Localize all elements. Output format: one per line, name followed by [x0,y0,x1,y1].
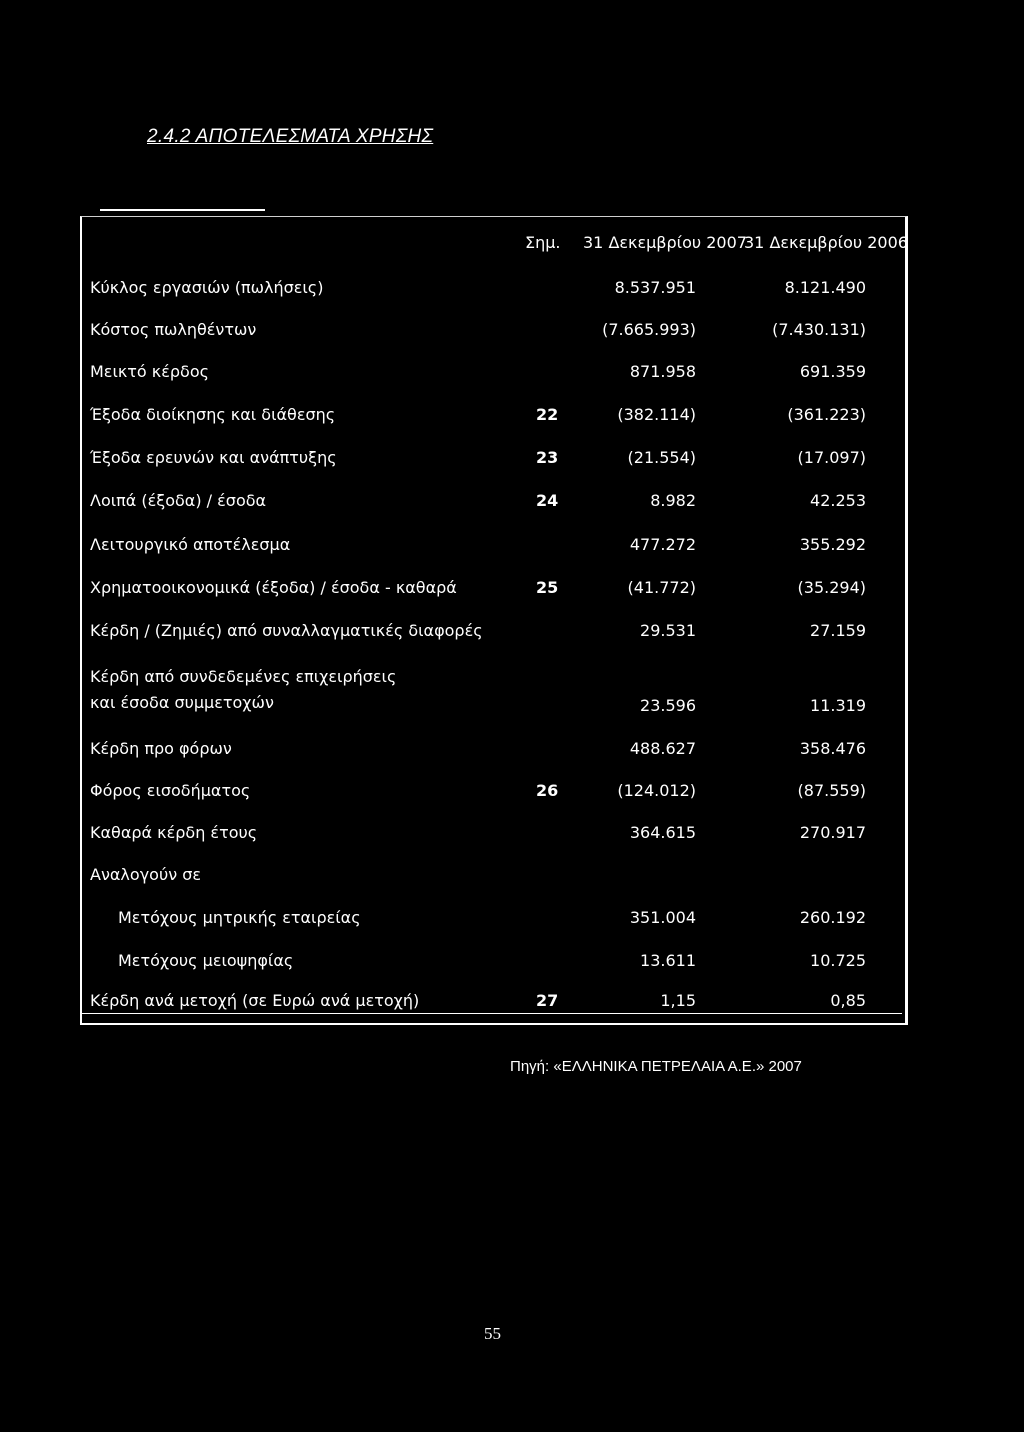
row-label: Κέρδη ανά μετοχή (σε Ευρώ ανά μετοχή) [90,991,420,1010]
table-row [0,908,1024,936]
table-row [0,578,1024,606]
row-label: Έξοδα ερευνών και ανάπτυξης [90,448,337,467]
column-header-2006: 31 Δεκεμβρίου 2006 [744,233,908,252]
row-label: Μετόχους μητρικής εταιρείας [118,908,361,927]
row-value-2006: (87.559) [797,781,866,800]
row-label: Κύκλος εργασιών (πωλήσεις) [90,278,324,297]
row-label: Κόστος πωληθέντων [90,320,257,339]
row-value-2007: 871.958 [629,362,696,381]
row-value-2007: 8.537.951 [614,278,696,297]
row-value-2006: (361.223) [787,405,866,424]
row-value-2007: 13.611 [640,951,696,970]
section-heading: 2.4.2 ΑΠΟΤΕΛΕΣΜΑΤΑ ΧΡΗΣΗΣ [147,126,434,147]
row-label: Αναλογούν σε [90,865,202,884]
row-value-2007: (21.554) [627,448,696,467]
row-value-2007: (382.114) [617,405,696,424]
row-value-2006: 11.319 [810,696,866,715]
row-value-2006: 270.917 [799,823,866,842]
row-value-2006: 42.253 [810,491,866,510]
row-value-2007: 29.531 [640,621,696,640]
row-value-2007: 364.615 [629,823,696,842]
table-row [0,535,1024,563]
column-header-note: Σημ. [525,233,561,252]
row-value-2006: 0,85 [830,991,866,1010]
row-value-2007: 8.982 [650,491,696,510]
row-note: 27 [536,991,559,1010]
row-value-2007: 488.627 [629,739,696,758]
source-caption: Πηγή: «ΕΛΛΗΝΙΚΑ ΠΕΤΡΕΛΑΙΑ Α.Ε.» 2007 [510,1058,802,1075]
row-label: Κέρδη προ φόρων [90,739,232,758]
row-label: Έξοδα διοίκησης και διάθεσης [90,405,336,424]
table-row [0,991,1024,1019]
row-value-2007: 23.596 [640,696,696,715]
page-number: 55 [484,1324,501,1343]
row-label: Καθαρά κέρδη έτους [90,823,258,842]
table-row [0,621,1024,649]
row-value-2006: (7.430.131) [772,320,866,339]
last-row-underline [82,1013,902,1014]
row-label: Μετόχους μειοψηφίας [118,951,294,970]
table-row [0,278,1024,306]
row-value-2007: 477.272 [629,535,696,554]
row-value-2007: 1,15 [660,991,696,1010]
row-value-2006: 10.725 [810,951,866,970]
row-label: Λοιπά (έξοδα) / έσοδα [90,491,267,510]
table-row [0,362,1024,390]
row-label-line-2: και έσοδα συμμετοχών [90,693,274,712]
row-note: 23 [536,448,559,467]
row-value-2007: (124.012) [617,781,696,800]
top-rule [100,209,265,211]
row-label: Λειτουργικό αποτέλεσμα [90,535,291,554]
row-value-2006: 27.159 [810,621,866,640]
row-value-2006: (17.097) [797,448,866,467]
table-row [0,320,1024,348]
row-label: Φόρος εισοδήματος [90,781,251,800]
table-row [0,865,1024,893]
row-label: Χρηματοοικονομικά (έξοδα) / έσοδα - καθαρά [90,578,457,597]
row-value-2006: 358.476 [799,739,866,758]
row-note: 26 [536,781,559,800]
column-header-2007: 31 Δεκεμβρίου 2007 [583,233,747,252]
row-note: 25 [536,578,559,597]
row-label: Μεικτό κέρδος [90,362,210,381]
table-row [0,823,1024,851]
table-row [0,739,1024,767]
row-note: 22 [536,405,559,424]
row-note: 24 [536,491,559,510]
row-value-2006: 355.292 [799,535,866,554]
row-value-2006: 260.192 [799,908,866,927]
table-row [0,448,1024,476]
row-value-2006: 691.359 [799,362,866,381]
table-row [0,491,1024,519]
row-value-2007: 351.004 [629,908,696,927]
row-value-2007: (41.772) [627,578,696,597]
table-row [0,951,1024,979]
row-value-2006: (35.294) [797,578,866,597]
table-row [0,405,1024,433]
table-row [0,696,1024,724]
row-value-2007: (7.665.993) [602,320,696,339]
row-label-line-1: Κέρδη από συνδεδεμένες επιχειρήσεις [90,667,397,686]
table-row [0,781,1024,809]
row-label: Κέρδη / (Ζημιές) από συναλλαγματικές διαφορές [90,621,483,640]
row-value-2006: 8.121.490 [784,278,866,297]
